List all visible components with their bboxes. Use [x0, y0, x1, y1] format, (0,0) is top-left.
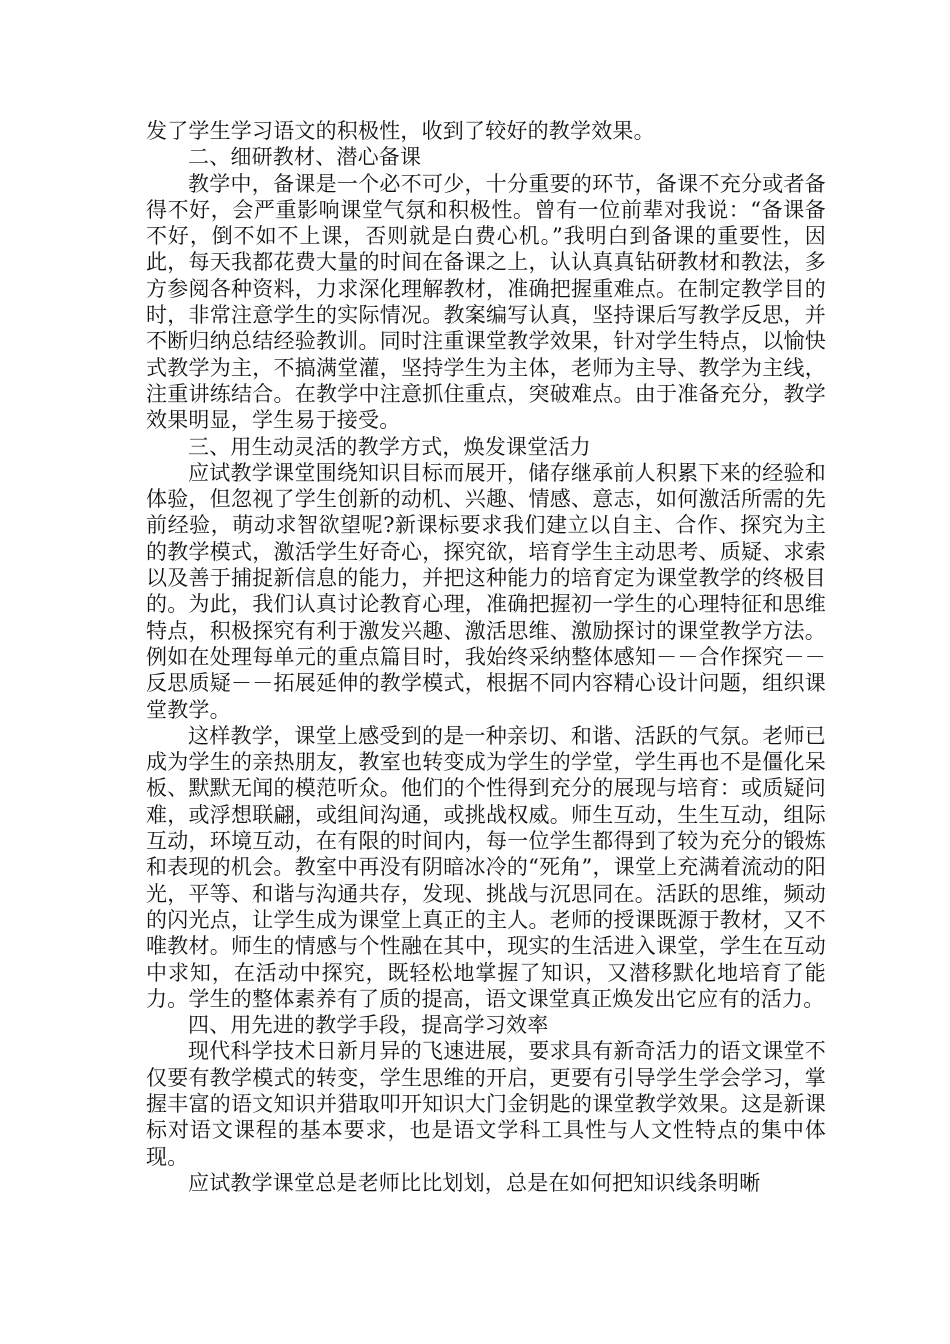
paragraph: 现代科学技术日新月异的飞速进展，要求具有新奇活力的语文课堂不仅要有教学模式的转变，学生思维的开启，更要有引导学生学会学习，掌握丰富的语文知识并猎取叩开知识大门金钥匙的课堂教学效果。这是新课标对语文课程的基本要求，也是语文学科工具性与人文性特点的集中体现。 — [146, 1039, 826, 1169]
paragraph: 教学中，备课是一个必不可少，十分重要的环节，备课不充分或者备得不好，会严重影响课堂气氛和积极性。曾有一位前辈对我说：“备课备不好，倒不如不上课，否则就是白费心机。”我明白到备课的重要性，因此，每天我都花费大量的时间在备课之上，认认真真钻研教材和教法，多方参阅各种资料，力求深化理解教材，准确把握重难点。在制定教学目的时，非常注意学生的实际情况。教案编写认真，坚持课后写教学反思，并不断归纳总结经验教训。同时注重课堂教学效果，针对学生特点，以愉快式教学为主，不搞满堂灌，坚持学生为主体，老师为主导、教学为主线，注重讲练结合。在教学中注意抓住重点，突破难点。由于准备充分，教学效果明显，学生易于接受。 — [146, 171, 826, 433]
section-heading-3: 三、用生动灵活的教学方式，焕发课堂活力 — [188, 434, 591, 459]
paragraph-continued: 发了学生学习语文的积极性，收到了较好的教学效果。 — [146, 119, 655, 143]
section-heading-2: 二、细研教材、潜心备课 — [188, 145, 422, 170]
paragraph: 应试教学课堂围绕知识目标而展开，储存继承前人积累下来的经验和体验，但忽视了学生创新的动机、兴趣、情感、意志，如何激活所需的先前经验，萌动求智欲望呢?新课标要求我们建立以自主、合作、探究为主的教学模式，激活学生好奇心，探究欲，培育学生主动思考、质疑、求索以及善于捕捉新信息的能力，并把这种能力的培育定为课堂教学的终极目的。为此，我们认真讨论教育心理，准确把握初一学生的心理特征和思维特点，积极探究有利于激发兴趣、激活思维、激励探讨的课堂教学方法。例如在处理每单元的重点篇目时，我始终采纳整体感知－－合作探究－－反思质疑－－拓展延伸的教学模式，根据不同内容精心设计问题，组织课堂教学。 — [146, 460, 826, 722]
document-body — [146, 118, 826, 1196]
section-heading-4: 四、用先进的教学手段，提高学习效率 — [188, 1013, 549, 1038]
paragraph: 这样教学，课堂上感受到的是一种亲切、和谐、活跃的气氛。老师已成为学生的亲热朋友，教室也转变成为学生的学堂，学生再也不是僵化呆板、默默无闻的模范听众。他们的个性得到充分的展现与培育：或质疑问难，或浮想联翩，或组间沟通，或挑战权威。师生互动，生生互动，组际互动，环境互动，在有限的时间内，每一位学生都得到了较为充分的锻炼和表现的机会。教室中再没有阴暗冰冷的“死角”，课堂上充满着流动的阳光，平等、和谐与沟通共存，发现、挑战与沉思同在。活跃的思维，频动的闪光点，让学生成为课堂上真正的主人。老师的授课既源于教材，又不唯教材。师生的情感与个性融在其中，现实的生活进入课堂，学生在互动中求知，在活动中探究，既轻松地掌握了知识，又潜移默化地培育了能力。学生的整体素养有了质的提高，语文课堂真正焕发出它应有的活力。 — [146, 723, 826, 1011]
paragraph: 应试教学课堂总是老师比比划划，总是在如何把知识线条明晰 — [188, 1170, 761, 1195]
